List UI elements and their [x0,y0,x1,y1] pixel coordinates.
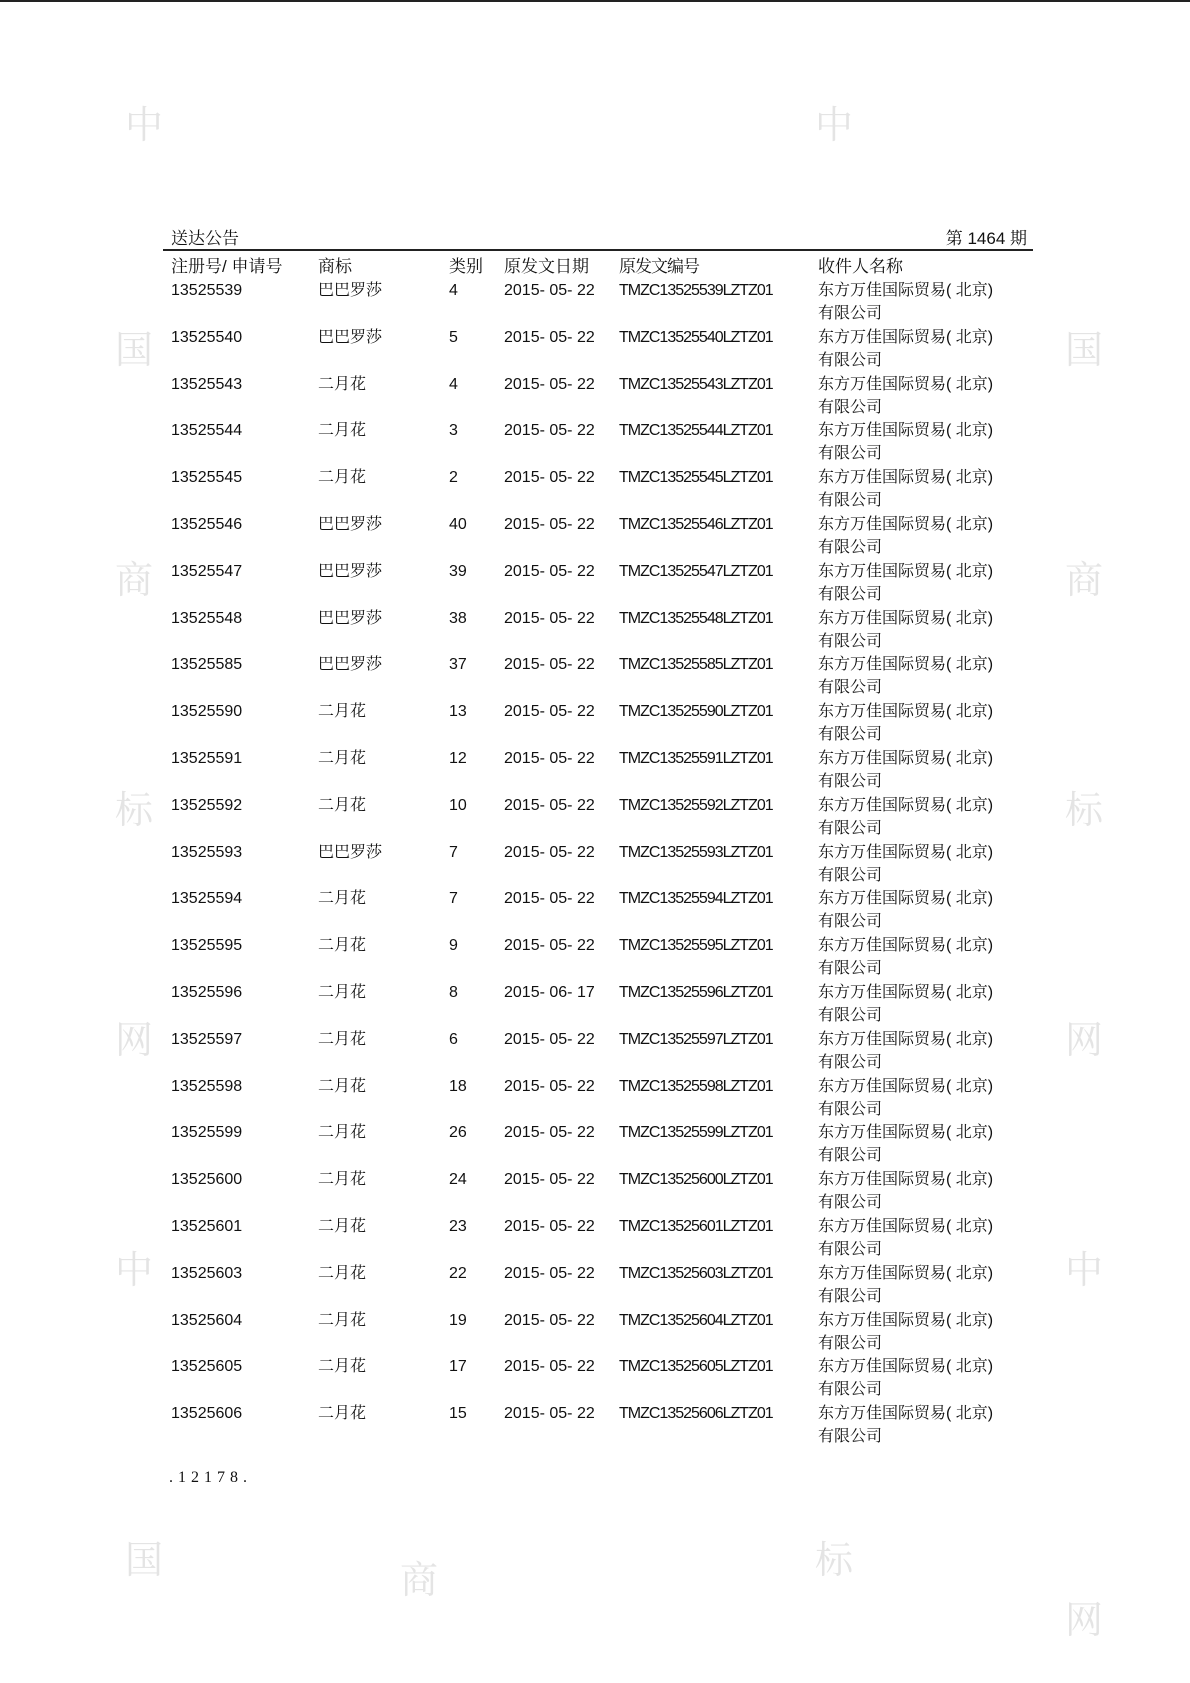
trademark: 二月花 [318,1171,367,1189]
class: 3 [449,422,458,440]
recipient [818,653,993,699]
date: 2015- 05- 22 [504,1264,595,1282]
date: 2015- 05- 22 [504,375,595,393]
trademark: 巴巴罗莎 [318,609,383,627]
col-header-date: 原发文日期 [504,257,589,276]
recipient-line1: 东方万佳国际贸易( 北京) [818,328,994,346]
class: 37 [449,656,467,674]
recipient-line2: 有限公司 [818,679,883,697]
watermark-glyph: 网 [1065,1598,1104,1642]
trademark: 巴巴罗莎 [318,328,383,346]
recipient-line2: 有限公司 [818,305,883,322]
date: 2015- 05- 22 [504,703,595,721]
date: 2015- 05- 22 [504,469,595,487]
class: 38 [449,609,467,627]
doc-no: TMZC13525543LZTZ01 [619,375,773,393]
recipient [818,794,993,840]
date: 2015- 05- 22 [504,1030,595,1048]
recipient [818,1402,993,1448]
watermark-glyph: 国 [125,1538,164,1582]
watermark-glyph: 商 [115,558,154,602]
class: 13 [449,703,467,721]
trademark: 二月花 [318,1124,367,1142]
class: 7 [449,843,458,861]
reg-no: 13525603 [171,1264,243,1282]
reg-no: 13525605 [171,1358,243,1376]
recipient [818,513,993,559]
reg-no: 13525596 [171,984,243,1001]
recipient-line2: 有限公司 [818,1334,883,1352]
reg-no: 13525591 [171,750,243,767]
class: 9 [449,937,458,955]
doc-no: TMZC13525540LZTZ01 [619,328,773,346]
watermark-glyph: 网 [115,1018,154,1062]
doc-no: TMZC13525597LZTZ01 [619,1030,773,1048]
trademark: 二月花 [318,375,367,393]
recipient [818,747,993,793]
class: 4 [449,282,458,299]
trademark: 二月花 [318,937,367,955]
reg-no: 13525599 [171,1124,243,1142]
trademark: 二月花 [318,1077,367,1095]
recipient [818,1215,993,1261]
recipient-line1: 东方万佳国际贸易( 北京) [818,609,994,627]
recipient-line2: 有限公司 [818,1287,883,1305]
watermark-glyph: 国 [1065,328,1104,372]
trademark: 二月花 [318,984,367,1001]
doc-no: TMZC13525595LZTZ01 [619,937,773,955]
recipient-line2: 有限公司 [818,351,883,369]
date: 2015- 05- 22 [504,282,595,299]
doc-no: TMZC13525594LZTZ01 [619,890,773,908]
recipient-line2: 有限公司 [818,1100,883,1118]
recipient [818,700,993,746]
recipient [818,934,993,980]
col-header-reg-no: 注册号/ 申请号 [171,257,283,276]
trademark: 二月花 [318,750,367,767]
recipient [818,841,993,887]
watermark-glyph: 中 [1065,1248,1104,1292]
reg-no: 13525604 [171,1311,243,1329]
date: 2015- 05- 22 [504,1218,595,1235]
trademark: 二月花 [318,1030,367,1048]
recipient [818,279,993,325]
recipient [818,419,993,465]
date: 2015- 05- 22 [504,422,595,440]
date: 2015- 06- 17 [504,984,595,1001]
doc-no: TMZC13525592LZTZ01 [619,796,773,814]
recipient [818,887,993,933]
trademark: 二月花 [318,422,367,440]
date: 2015- 05- 22 [504,843,595,861]
watermark-glyph: 网 [1065,1018,1104,1062]
date: 2015- 05- 22 [504,1358,595,1376]
doc-no: TMZC13525596LZTZ01 [619,984,773,1001]
recipient-line2: 有限公司 [818,773,883,790]
recipient-line2: 有限公司 [818,398,883,416]
watermark-glyph: 国 [115,328,154,372]
reg-no: 13525545 [171,469,243,487]
class: 2 [449,469,458,487]
col-header-class: 类别 [449,257,483,276]
recipient [818,1262,993,1308]
class: 18 [449,1077,467,1095]
watermark-glyph: 中 [125,103,164,147]
date: 2015- 05- 22 [504,328,595,346]
recipient-line1: 东方万佳国际贸易( 北京) [818,796,994,814]
recipient-line2: 有限公司 [818,866,883,884]
doc-no: TMZC13525544LZTZ01 [619,422,773,440]
recipient-line2: 有限公司 [818,1007,883,1024]
class: 39 [449,562,467,580]
reg-no: 13525594 [171,890,243,908]
recipient-line1: 东方万佳国际贸易( 北京) [818,1124,994,1142]
recipient-line1: 东方万佳国际贸易( 北京) [818,890,994,908]
reg-no: 13525547 [171,562,243,580]
recipient-line1: 东方万佳国际贸易( 北京) [818,984,994,1001]
trademark: 二月花 [318,890,367,908]
date: 2015- 05- 22 [504,750,595,767]
reg-no: 13525546 [171,516,243,533]
reg-no: 13525590 [171,703,243,721]
doc-no: TMZC13525591LZTZ01 [619,750,773,767]
trademark: 二月花 [318,1358,367,1376]
date: 2015- 05- 22 [504,890,595,908]
date: 2015- 05- 22 [504,656,595,674]
date: 2015- 05- 22 [504,1405,595,1423]
recipient-line2: 有限公司 [818,1194,883,1212]
reg-no: 13525601 [171,1218,243,1235]
date: 2015- 05- 22 [504,1077,595,1095]
class: 19 [449,1311,467,1329]
reg-no: 13525592 [171,796,243,814]
reg-no: 13525540 [171,328,243,346]
reg-no: 13525598 [171,1077,243,1095]
col-header-mark: 商标 [318,257,352,276]
recipient [818,1168,993,1214]
recipient-line1: 东方万佳国际贸易( 北京) [818,1264,994,1282]
doc-no: TMZC13525548LZTZ01 [619,609,773,627]
trademark: 二月花 [318,796,367,814]
doc-no: TMZC13525593LZTZ01 [619,843,773,861]
class: 15 [449,1405,467,1423]
doc-no: TMZC13525539LZTZ01 [619,282,773,299]
recipient-line1: 东方万佳国际贸易( 北京) [818,422,994,440]
recipient-line2: 有限公司 [818,1053,883,1071]
date: 2015- 05- 22 [504,1124,595,1142]
recipient-line1: 东方万佳国际贸易( 北京) [818,1077,994,1095]
reg-no: 13525606 [171,1405,243,1423]
reg-no: 13525539 [171,282,243,299]
recipient [818,1028,993,1074]
watermark-glyph: 中 [115,1248,154,1292]
recipient-line1: 东方万佳国际贸易( 北京) [818,1358,994,1376]
watermark-glyph: 标 [815,1538,854,1582]
class: 4 [449,375,458,393]
recipient-line1: 东方万佳国际贸易( 北京) [818,375,994,393]
date: 2015- 05- 22 [504,796,595,814]
issue-number: 第 1464 期 [945,229,1027,248]
recipient-line1: 东方万佳国际贸易( 北京) [818,469,994,487]
recipient [818,1309,993,1355]
doc-no: TMZC13525603LZTZ01 [619,1264,773,1282]
doc-no: TMZC13525546LZTZ01 [619,516,773,533]
recipient-line1: 东方万佳国际贸易( 北京) [818,656,994,674]
doc-no: TMZC13525545LZTZ01 [619,469,773,487]
doc-no: TMZC13525590LZTZ01 [619,703,773,721]
class: 40 [449,516,467,533]
date: 2015- 05- 22 [504,1311,595,1329]
trademark: 巴巴罗莎 [318,562,383,580]
trademark: 二月花 [318,469,367,487]
recipient-line2: 有限公司 [818,445,883,463]
trademark: 巴巴罗莎 [318,656,383,674]
recipient-line2: 有限公司 [818,726,883,744]
watermark-glyph: 标 [1065,788,1104,832]
recipient [818,1075,993,1121]
trademark: 二月花 [318,1264,367,1282]
doc-no: TMZC13525600LZTZ01 [619,1171,773,1189]
recipient [818,1355,993,1401]
recipient [818,1121,993,1167]
reg-no: 13525544 [171,422,243,440]
reg-no: 13525597 [171,1030,243,1048]
date: 2015- 05- 22 [504,562,595,580]
reg-no: 13525600 [171,1171,243,1189]
class: 8 [449,984,458,1001]
recipient-line1: 东方万佳国际贸易( 北京) [818,562,994,580]
recipient [818,326,993,372]
trademark: 二月花 [318,1218,367,1235]
doc-no: TMZC13525606LZTZ01 [619,1405,773,1423]
recipient-line1: 东方万佳国际贸易( 北京) [818,1311,994,1329]
doc-no: TMZC13525601LZTZ01 [619,1218,773,1235]
doc-no: TMZC13525598LZTZ01 [619,1077,773,1095]
recipient-line2: 有限公司 [818,913,883,931]
page-title: 送达公告 [171,229,239,248]
doc-no: TMZC13525547LZTZ01 [619,562,773,580]
class: 23 [449,1218,467,1235]
reg-no: 13525543 [171,375,243,393]
recipient [818,466,993,512]
recipient-line2: 有限公司 [818,539,883,556]
class: 26 [449,1124,467,1142]
trademark: 二月花 [318,1405,367,1423]
date: 2015- 05- 22 [504,609,595,627]
class: 12 [449,750,467,767]
class: 17 [449,1358,467,1376]
class: 6 [449,1030,458,1048]
date: 2015- 05- 22 [504,937,595,955]
recipient-line2: 有限公司 [818,585,883,603]
doc-no: TMZC13525585LZTZ01 [619,656,773,674]
recipient-line2: 有限公司 [818,1147,883,1165]
recipient-line2: 有限公司 [818,632,883,650]
recipient-line1: 东方万佳国际贸易( 北京) [818,703,994,721]
doc-no: TMZC13525599LZTZ01 [619,1124,773,1142]
trademark: 巴巴罗莎 [318,516,383,533]
doc-no: TMZC13525604LZTZ01 [619,1311,773,1329]
reg-no: 13525593 [171,843,243,861]
watermark-glyph: 标 [115,788,154,832]
class: 5 [449,328,458,346]
recipient-line1: 东方万佳国际贸易( 北京) [818,937,994,955]
recipient-line2: 有限公司 [818,1428,883,1446]
recipient-line2: 有限公司 [818,819,883,837]
recipient [818,560,993,606]
top-border [0,0,1190,2]
class: 7 [449,890,458,908]
trademark: 巴巴罗莎 [318,843,383,861]
recipient-line1: 东方万佳国际贸易( 北京) [818,1171,994,1189]
recipient-line1: 东方万佳国际贸易( 北京) [818,843,994,861]
class: 24 [449,1171,467,1189]
class: 22 [449,1264,467,1282]
recipient [818,607,993,653]
reg-no: 13525548 [171,609,243,627]
doc-no: TMZC13525605LZTZ01 [619,1358,773,1376]
watermark-glyph: 商 [1065,558,1104,602]
reg-no: 13525585 [171,656,243,674]
header-divider [163,249,1033,251]
recipient-line2: 有限公司 [818,1241,883,1258]
date: 2015- 05- 22 [504,1171,595,1189]
recipient-line1: 东方万佳国际贸易( 北京) [818,1030,994,1048]
trademark: 巴巴罗莎 [318,282,383,299]
recipient-line1: 东方万佳国际贸易( 北京) [818,750,994,767]
recipient-line2: 有限公司 [818,1381,883,1399]
recipient-line2: 有限公司 [818,492,883,510]
trademark: 二月花 [318,703,367,721]
class: 10 [449,796,467,814]
recipient-line1: 东方万佳国际贸易( 北京) [818,516,994,533]
reg-no: 13525595 [171,937,243,955]
watermark-glyph: 商 [400,1558,439,1602]
watermark-glyph: 中 [815,103,854,147]
col-header-doc-no: 原发文编号 [619,257,699,276]
recipient-line1: 东方万佳国际贸易( 北京) [818,282,994,299]
recipient [818,981,993,1027]
recipient-line1: 东方万佳国际贸易( 北京) [818,1218,994,1235]
date: 2015- 05- 22 [504,516,595,533]
recipient [818,373,993,419]
recipient-line2: 有限公司 [818,960,883,978]
recipient-line1: 东方万佳国际贸易( 北京) [818,1405,994,1423]
col-header-recipient: 收件人名称 [818,257,903,276]
page-number: .12178. [169,1469,252,1486]
trademark: 二月花 [318,1311,367,1329]
